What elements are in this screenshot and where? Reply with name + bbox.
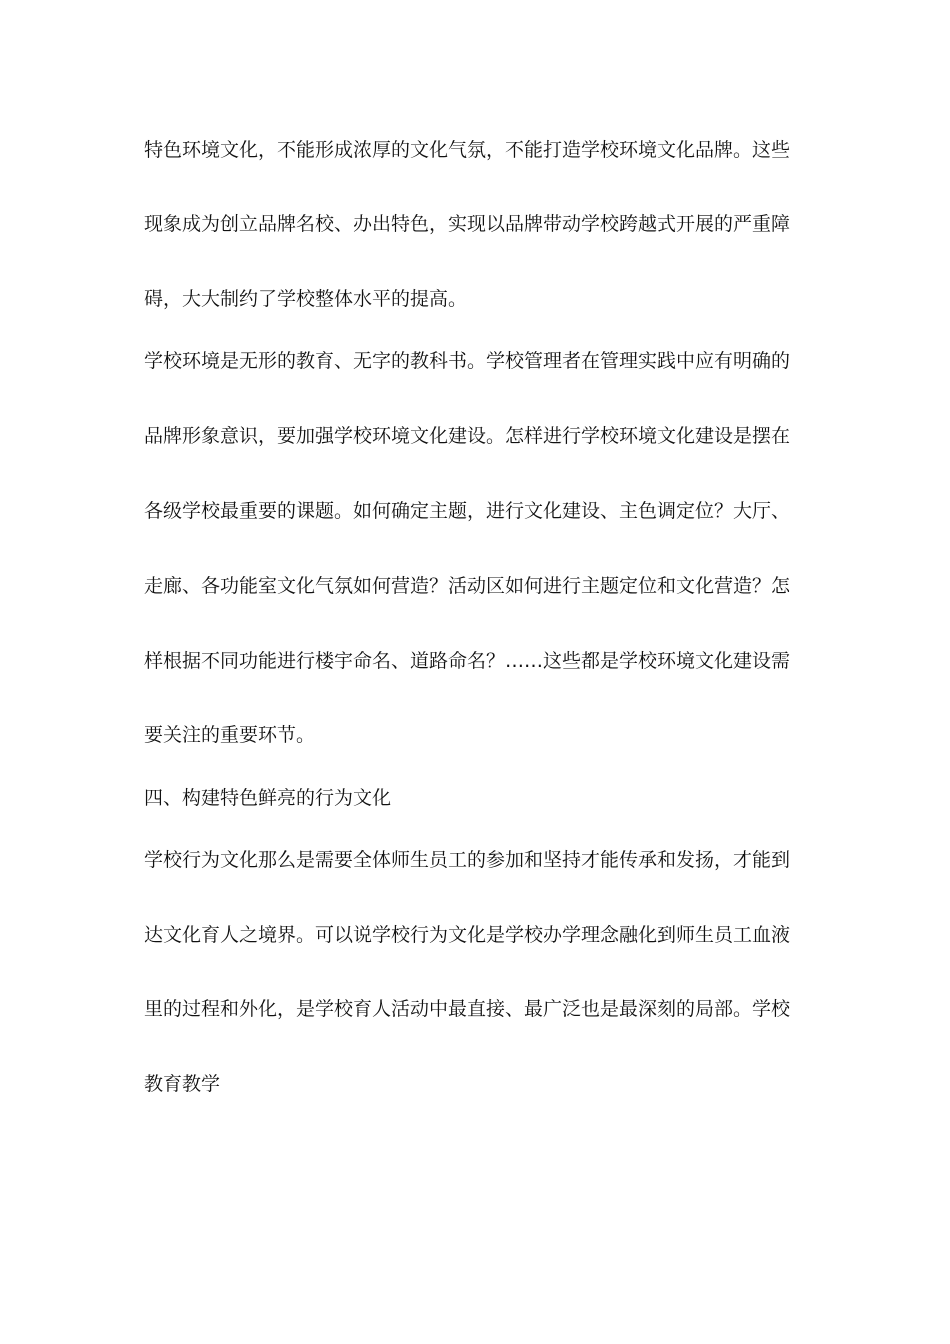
paragraph-1-line-3: 碍，大大制约了学校整体水平的提高。: [144, 288, 468, 310]
paragraph-3-line-3: 里的过程和外化，是学校育人活动中最直接、最广泛也是最深刻的局部。学校: [144, 998, 791, 1020]
paragraph-2-line-3: 各级学校最重要的课题。如何确定主题，进行文化建设、主色调定位？大厅、: [144, 500, 791, 522]
paragraph-1-line-2: 现象成为创立品牌名校、办出特色，实现以品牌带动学校跨越式开展的严重障: [144, 213, 791, 235]
section-heading: 四、构建特色鲜亮的行为文化: [144, 787, 392, 809]
paragraph-3-line-2: 达文化育人之境界。可以说学校行为文化是学校办学理念融化到师生员工血液: [144, 924, 791, 946]
paragraph-2-line-2: 品牌形象意识，要加强学校环境文化建设。怎样进行学校环境文化建设是摆在: [144, 425, 791, 447]
paragraph-2-line-4: 走廊、各功能室文化气氛如何营造？活动区如何进行主题定位和文化营造？怎: [144, 575, 791, 597]
paragraph-1-line-1: 特色环境文化，不能形成浓厚的文化气氛，不能打造学校环境文化品牌。这些: [144, 139, 791, 161]
paragraph-2-line-5: 样根据不同功能进行楼宇命名、道路命名？……这些都是学校环境文化建设需: [144, 650, 791, 672]
paragraph-3-line-4: 教育教学: [144, 1073, 221, 1095]
paragraph-2-line-1: 学校环境是无形的教育、无字的教科书。学校管理者在管理实践中应有明确的: [144, 350, 791, 372]
paragraph-2-line-6: 要关注的重要环节。: [144, 724, 316, 746]
paragraph-3-line-1: 学校行为文化那么是需要全体师生员工的参加和坚持才能传承和发扬，才能到: [144, 849, 791, 871]
